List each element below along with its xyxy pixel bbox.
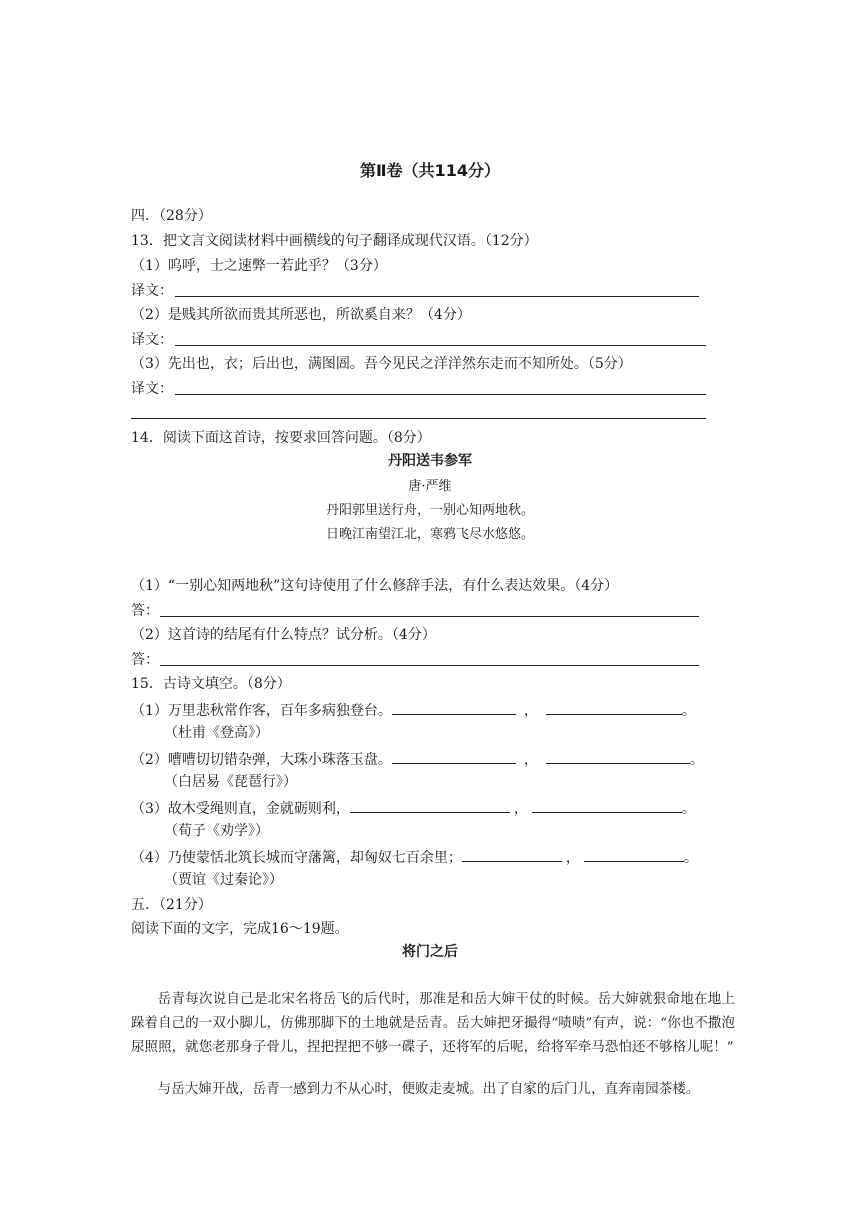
q15-sep-3: ， [513,801,528,817]
q15-blank-3b[interactable] [532,797,682,813]
q15-item-1-text: （1）万里悲秋常作客，百年多病独登台。 [131,703,392,719]
q15-end-1: 。 [681,703,696,719]
q13-item-3: （3）先出也，衣；后出也，满图圄。吾今见民之洋洋然东走而不知所处。（5分） [131,356,632,372]
q14-item-1: （1）“一别心知两地秋”这句诗使用了什么修辞手法，有什么表达效果。（4分） [131,578,619,594]
part5-instruction: 阅读下面的文字，完成16～19题。 [131,921,349,937]
q15-sep-2: ， [523,752,538,768]
q15-end-4: 。 [683,850,698,866]
q15-sep-4: ， [565,850,580,866]
q13-item-2: （2）是贱其所欲而贵其所恶也，所欲奚自来？（4分） [131,307,471,323]
q13-item-1: （1）呜呼，士之速弊一若此乎？（3分） [131,258,387,274]
q14-answer-label-1: 答： [131,603,159,619]
part5-heading: 五．（21分） [131,897,212,913]
q15-blank-4b[interactable] [584,846,684,862]
q15-item-2 [131,748,704,770]
q13-answer-line-3b[interactable] [131,418,706,419]
q13-stem: 13．把文言文阅读材料中画横线的句子翻译成现代汉语。（12分） [131,233,538,249]
q15-item-3 [131,797,696,819]
q13-answer-label-1: 译文： [131,283,173,299]
q15-item-1 [131,699,696,721]
section-title: 第Ⅱ卷（共114分） [360,161,500,180]
q15-item-4 [131,846,698,868]
article-paragraph-2: 与岳大婶开战，岳青一感到力不从心时，便败走麦城。出了自家的后门儿，直奔南园茶楼。 [157,1082,700,1097]
q15-end-2: 。 [689,752,704,768]
q13-answer-label-2: 译文： [131,332,173,348]
q14-answer-line-2[interactable] [160,665,699,666]
q14-stem: 14．阅读下面这首诗，按要求回答问题。（8分） [131,430,431,446]
q15-blank-1b[interactable] [546,699,682,715]
q15-blank-2a[interactable] [392,748,516,764]
poem-author: 唐·严维 [408,479,452,494]
q13-answer-line-2[interactable] [175,345,706,346]
q15-blank-4a[interactable] [462,846,562,862]
poem-title: 丹阳送韦参军 [388,453,472,469]
poem-line-1: 丹阳郭里送行舟，一别心知两地秋。 [325,503,534,518]
q15-item-2-text: （2）嘈嘈切切错杂弹，大珠小珠落玉盘。 [131,752,392,768]
part4-heading: 四．（28分） [131,208,212,224]
article-title: 将门之后 [402,944,458,960]
q15-source-2: （白居易《琵琶行》） [164,774,297,790]
q15-source-3: （荀子《劝学》） [164,823,269,839]
q15-sep-1: ， [523,703,538,719]
poem-line-2: 日晚江南望江北，寒鸦飞尽水悠悠。 [325,527,534,542]
q14-item-2: （2）这首诗的结尾有什么特点？试分析。（4分） [131,627,436,643]
q15-item-4-text: （4）乃使蒙恬北筑长城而守藩篱，却匈奴七百余里； [131,850,462,866]
q13-answer-line-3[interactable] [175,394,706,395]
q15-blank-2b[interactable] [546,748,690,764]
q14-answer-label-2: 答： [131,652,159,668]
q14-answer-line-1[interactable] [160,616,699,617]
q15-blank-1a[interactable] [392,699,516,715]
q15-item-3-text: （3）故木受绳则直，金就砺则利， [131,801,350,817]
q15-source-1: （杜甫《登高》） [164,725,269,741]
q15-end-3: 。 [681,801,696,817]
q15-blank-3a[interactable] [350,797,510,813]
q13-answer-label-3: 译文： [131,381,173,397]
q15-stem: 15．古诗文填空。（8分） [131,676,291,692]
q13-answer-line-1[interactable] [175,296,699,297]
article-paragraph-1: 岳青每次说自己是北宋名将岳飞的后代时，那准是和岳大婶干仗的时候。岳大婶就狠命地在地上跺着自己的一双小脚儿，仿佛那脚下的土地就是岳青。岳大婶把牙撮得“啧啧”有声，说：“你也不撒泡尿照照，就您老那身子骨儿，捏把捏把不够一碟子，还将军的后呢，给将军牵马恐怕还不够格儿呢！” [131,992,735,1055]
q15-source-4: （贾谊《过秦论》） [164,872,283,888]
